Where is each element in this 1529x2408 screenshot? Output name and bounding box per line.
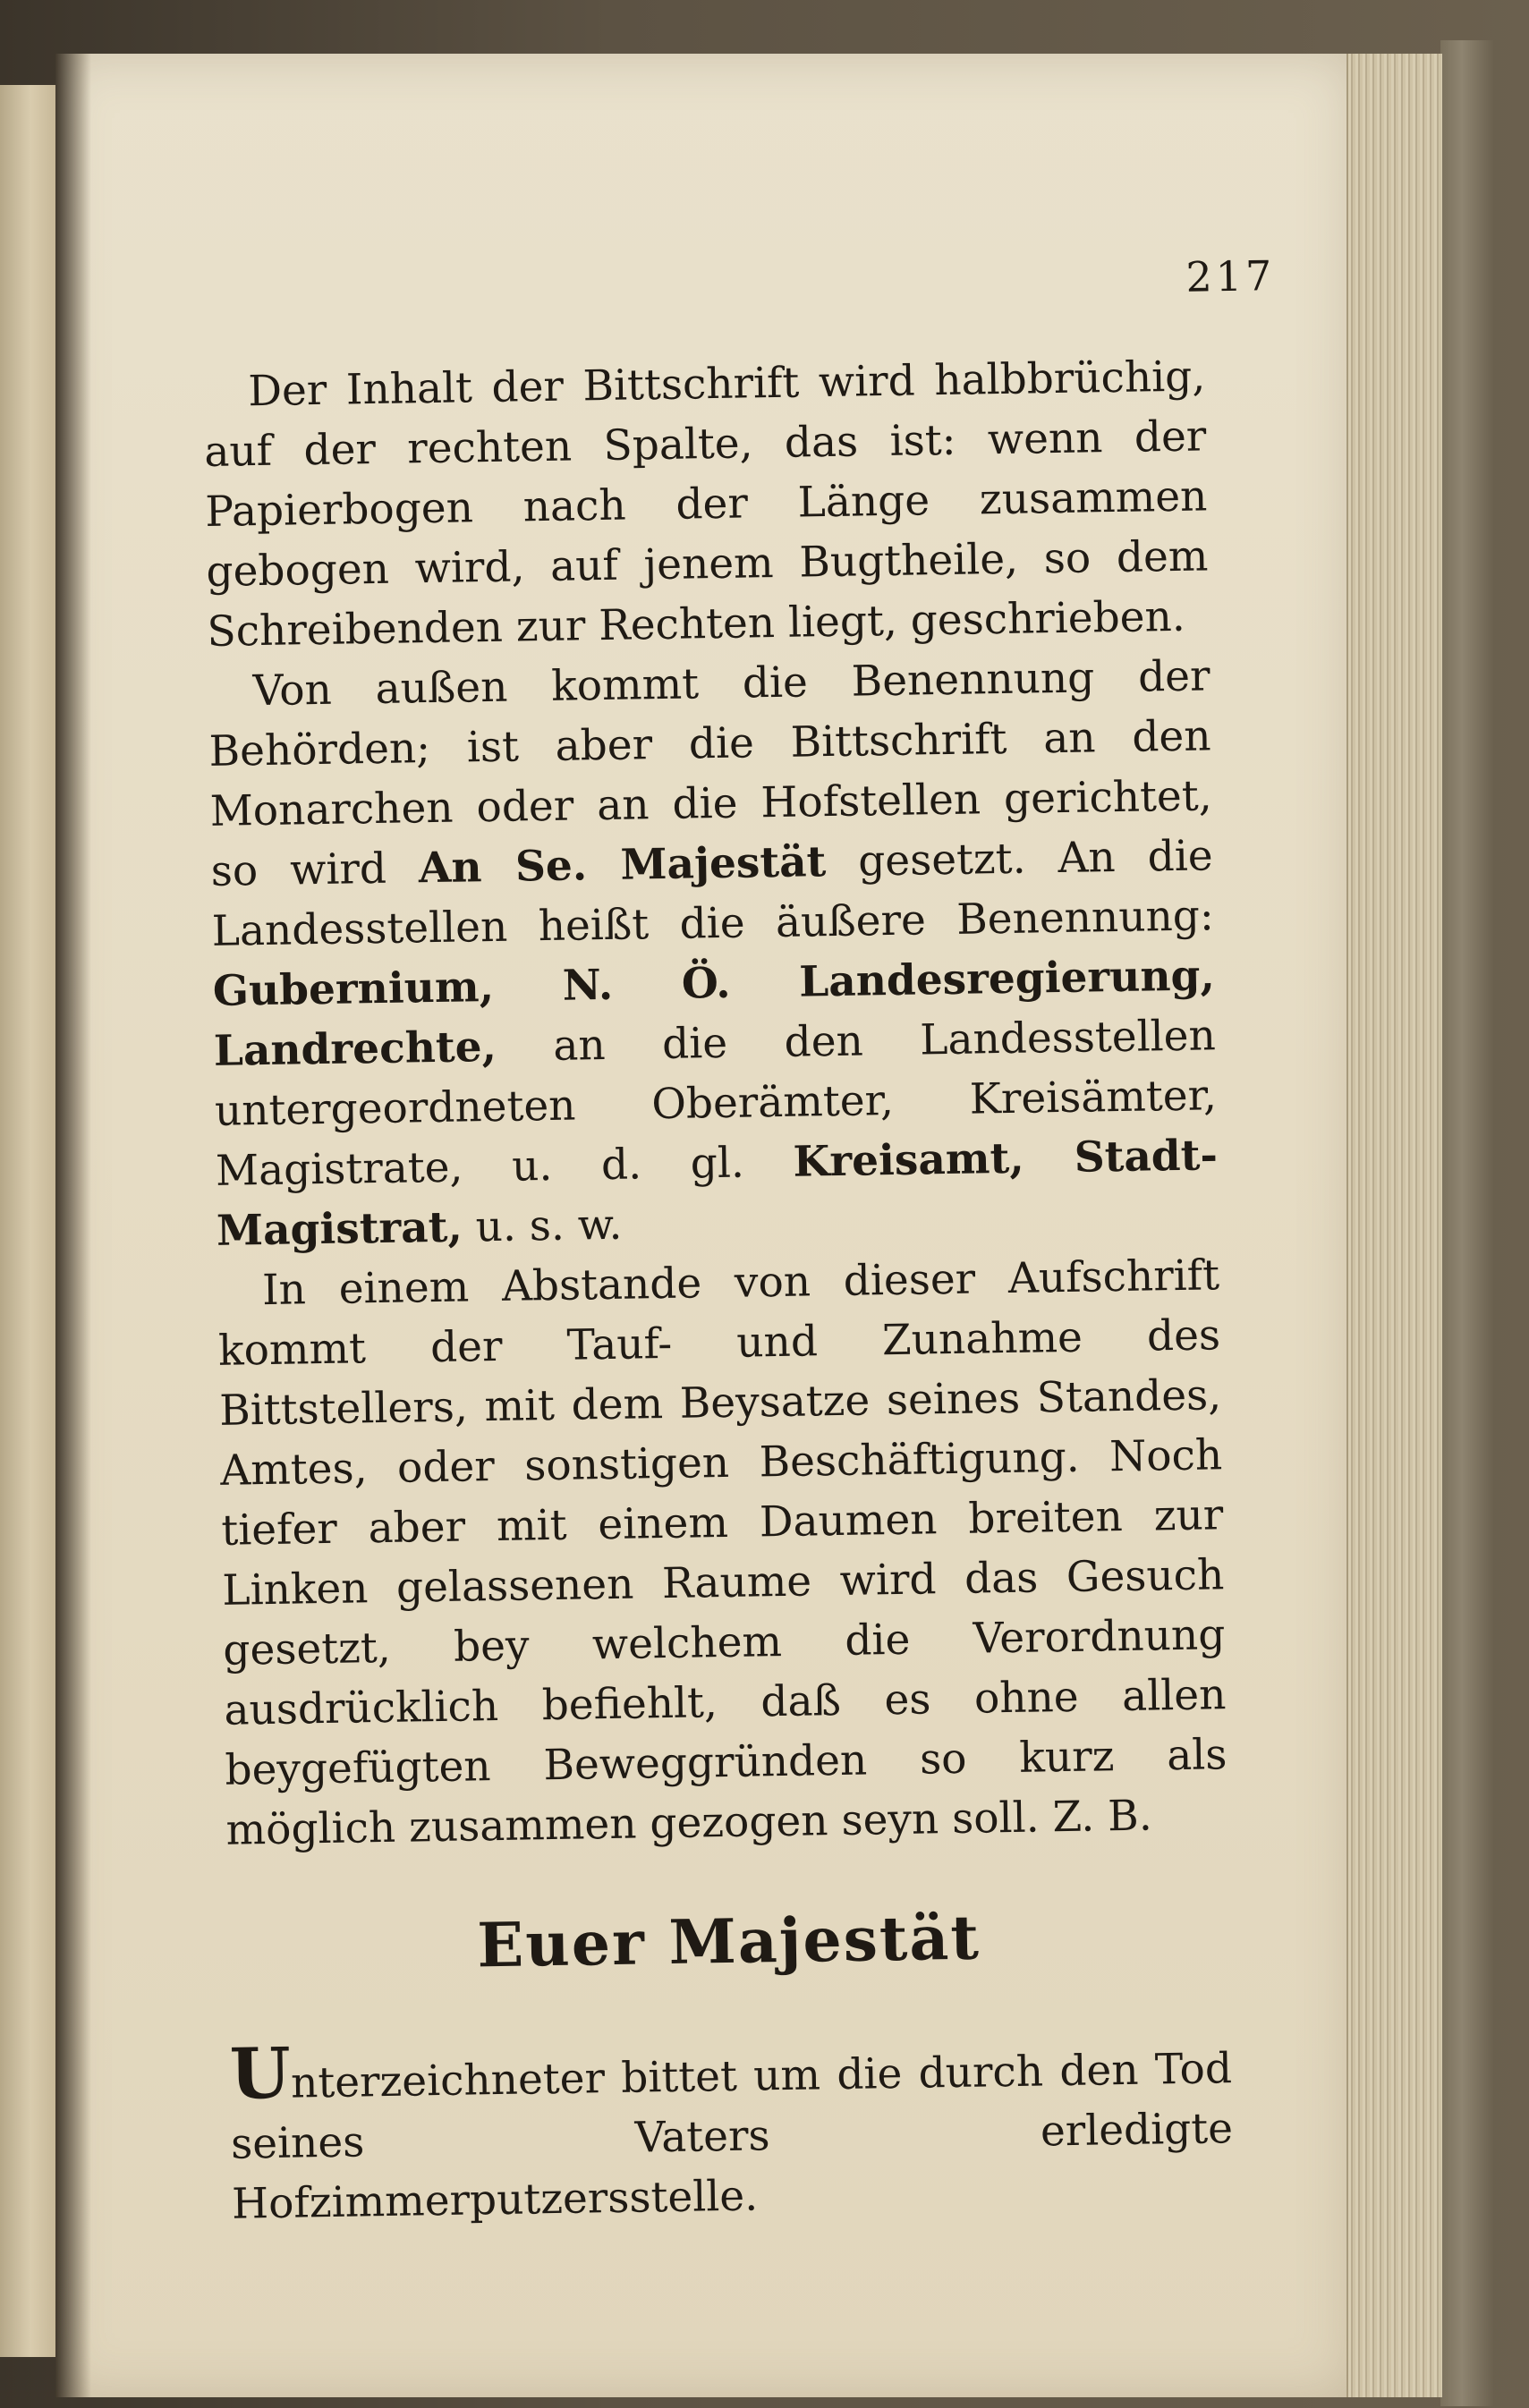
paragraph-benennung — [208, 646, 1219, 1261]
left-page-edge — [0, 85, 58, 2357]
page-number: 217 — [1185, 251, 1276, 301]
example-letter-body — [229, 2032, 1234, 2234]
example-salutation: Euer Majestät — [476, 1902, 981, 1982]
paragraph-benennung-text: Von außen kommt die Benennung der Behörden; ist aber die Bittschrift an den Monarchen oder an die Hofstellen gerichtet, so wird — [208, 651, 1212, 896]
emphasis-kreisamt: Kreisamt, Stadt-Magistrat, — [216, 1131, 1219, 1256]
page-text-block — [201, 243, 1276, 2234]
emphasis-majestaet: An Se. Majestät — [418, 837, 827, 894]
example-letter-text: nterzeichneter bittet um die durch den Tod seines Vaters erledigte Hofzimmerputzersstelle. — [230, 2044, 1234, 2229]
book-cover-edge — [1440, 40, 1494, 2406]
drop-initial: U — [229, 2032, 292, 2115]
paragraph-benennung-text: an die den Landesstellen untergeordneten Oberämter, Kreisämter, Magistrate, u. d. gl. — [214, 1011, 1218, 1196]
page-edge-stack — [1346, 54, 1442, 2397]
paragraph-benennung-text: gesetzt. An die Landesstellen heißt die äußere Benennung: — [211, 831, 1215, 956]
paragraph-benennung-text: u. s. w. — [475, 1200, 623, 1252]
emphasis-gubernium: Gubernium, N. Ö. Landesregierung, Landrechte, — [212, 951, 1216, 1076]
paragraph-inhalt: Der Inhalt der Bittschrift wird halbbrüchig, auf der rechten Spalte, das ist: wenn der Papierbogen nach der Länge zusammen gebogen wird, auf jenem Bugtheile, so dem Schreibenden zur Rechten liegt, geschrieben. — [203, 352, 1209, 657]
paragraph-abstand: In einem Abstande von dieser Aufschrift kommt der Tauf- und Zunahme des Bittstellers, mit dem Beysatze seines Standes, Amtes, oder sonstigen Beschäftigung. Noch tiefer aber mit einem Daumen breiten zur Linken gelassenen Raume wird das Gesuch gesetzt, bey welchem die Verordnung ausdrücklich befiehlt, daß es ohne allen beygefügten Beweggründen so kurz als möglich zusammen gezogen seyn soll. Z. B. — [217, 1251, 1227, 1855]
